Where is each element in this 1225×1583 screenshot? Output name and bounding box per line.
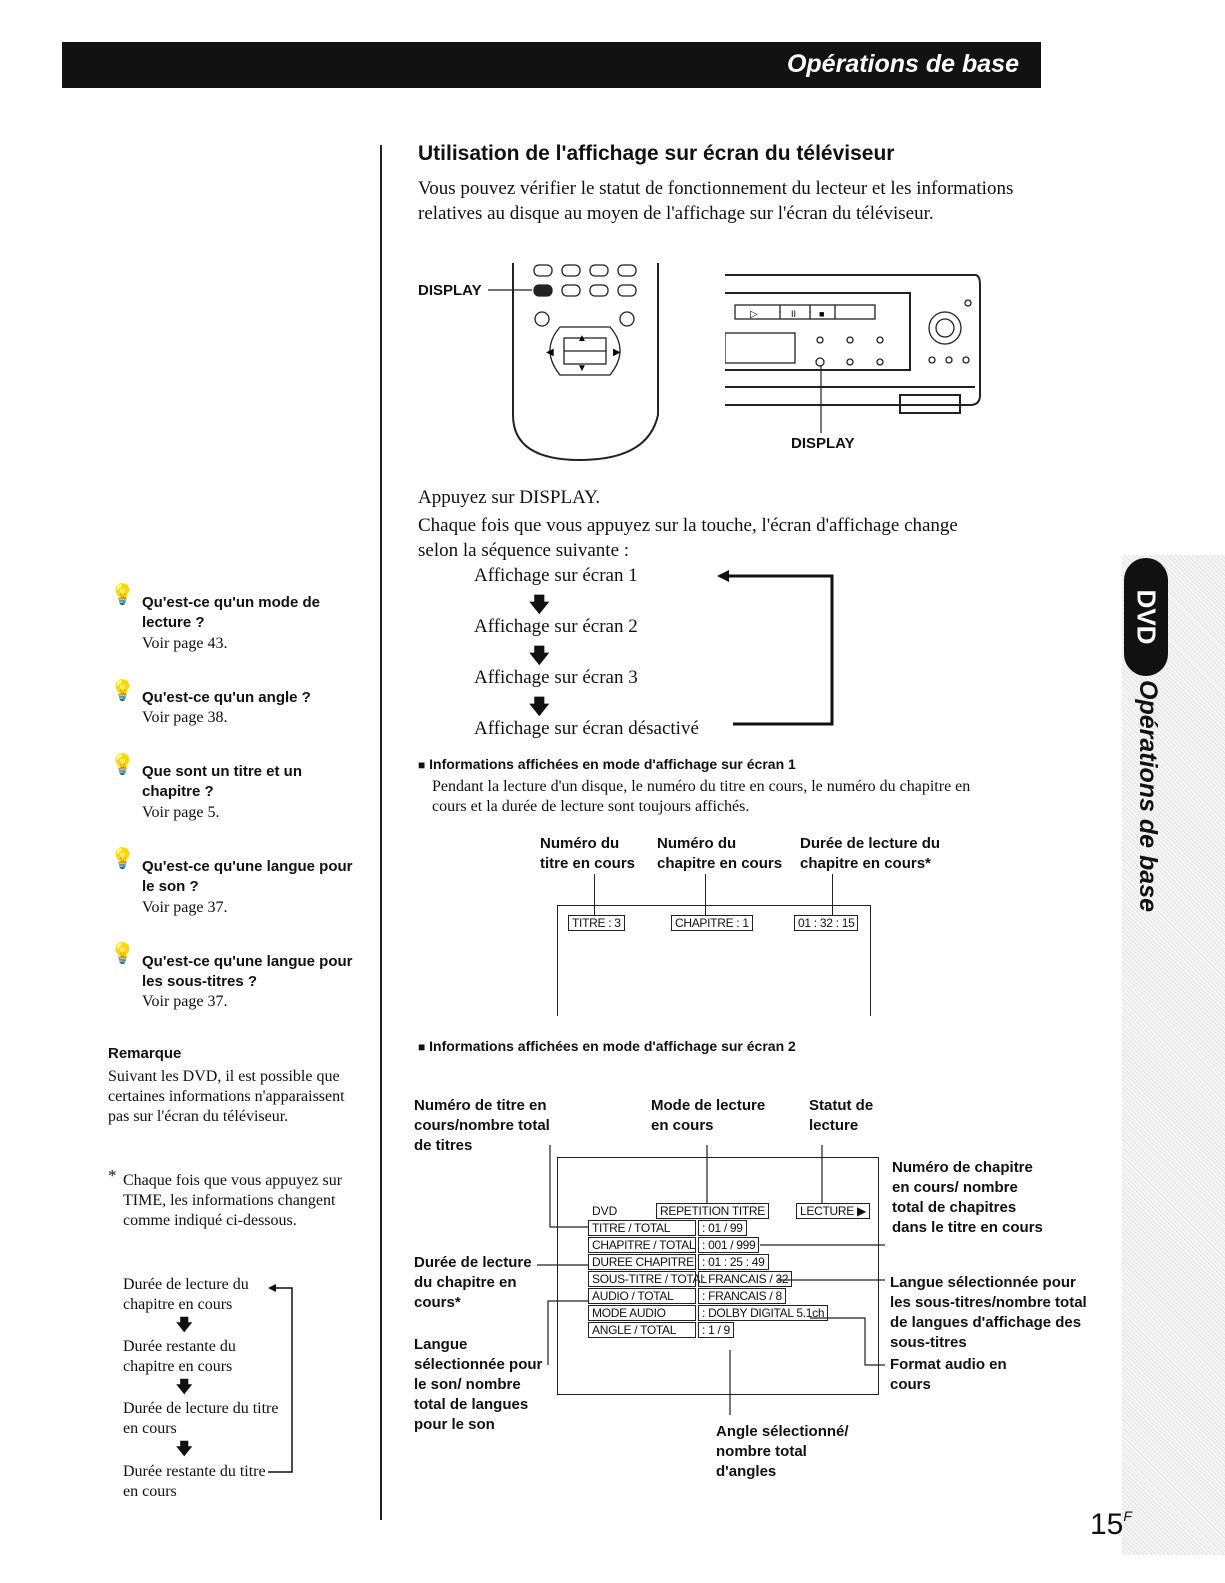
mode1-heading [418, 756, 796, 772]
mode2-label-subtitle-language: Langue sélectionnée pour les sous-titres/nombre total de langues d'affichage des sous-titres [890, 1274, 1087, 1351]
svg-text:II: II [791, 309, 797, 319]
intro-text: Vous pouvez vérifier le statut de fonctionnement du lecteur et les informations relatives au disque au moyen de l'affichage sur l'écran du téléviseur. [418, 178, 1014, 224]
section-title: Utilisation de l'affichage sur écran du téléviseur [418, 142, 895, 165]
header-title: Opérations de base [786, 50, 1019, 78]
column-divider [380, 145, 382, 1520]
instruction-step: Appuyez sur DISPLAY. [418, 487, 601, 508]
bullet-square-icon: ■ [418, 1040, 426, 1054]
svg-text:■: ■ [819, 309, 825, 319]
sequence-item: Affichage sur écran désactivé [474, 718, 699, 739]
mode2-label-audio-format: Format audio en cours [890, 1356, 1007, 1393]
tip-question: Qu'est-ce qu'une langue pour le son ? [142, 858, 353, 895]
tip-reference: Voir page 37. [142, 899, 228, 916]
osd-row-label: MODE AUDIO [588, 1305, 696, 1321]
tip-reference: Voir page 43. [142, 635, 228, 652]
lightbulb-icon: 💡 [110, 584, 135, 606]
bullet-square-icon: ■ [418, 758, 426, 772]
lightbulb-icon: 💡 [110, 754, 135, 776]
mode1-label-time: Durée de lecture du chapitre en cours* [800, 835, 941, 872]
remote-control-illustration [480, 255, 680, 470]
osd-chapter: CHAPITRE : 1 [671, 915, 753, 931]
tip-question: Qu'est-ce qu'une langue pour les sous-titres ? [142, 953, 353, 990]
mode2-label-chapter-time: Durée de lecture du chapitre en cours* [414, 1254, 532, 1311]
dvd-badge: DVD [1124, 558, 1168, 676]
star-note: Chaque fois que vous appuyez sur TIME, les informations changent comme indiqué ci-dessous. [123, 1172, 343, 1229]
instruction-detail: Chaque fois que vous appuyez sur la touche, l'écran d'affichage change selon la séquence suivante : [418, 515, 958, 561]
mode2-label-chapter-total: Numéro de chapitre en cours/ nombre total de chapitres dans le titre en cours [892, 1159, 1043, 1236]
osd-row-label: CHAPITRE / TOTAL [588, 1237, 696, 1253]
mode1-heading-text: Informations affichées en mode d'affichage sur écran 1 [429, 756, 796, 772]
osd-row-value: : 1 / 9 [698, 1322, 734, 1338]
down-arrow-icon: 🡇 [529, 594, 550, 616]
osd-row-value: : 01 / 99 [698, 1220, 747, 1236]
mode1-label-chapter: Numéro du chapitre en cours [657, 835, 783, 872]
time-sequence-item: Durée de lecture du chapitre en cours [123, 1276, 249, 1313]
down-arrow-icon: 🡇 [529, 696, 550, 718]
mode2-heading [418, 1038, 796, 1054]
mode2-label-status: Statut de lecture [809, 1097, 874, 1134]
mode2-heading-text: Informations affichées en mode d'affichage sur écran 2 [429, 1038, 796, 1054]
osd-time: 01 : 32 : 15 [794, 915, 858, 931]
osd-row-label: DUREE CHAPITRE [588, 1254, 696, 1270]
sequence-item: Affichage sur écran 2 [474, 616, 638, 637]
osd-play-mode: REPETITION TITRE [656, 1203, 769, 1219]
tip-question: Que sont un titre et un chapitre ? [142, 763, 302, 800]
svg-text:▷: ▷ [750, 309, 758, 320]
osd-row-value: : 001 / 999 [698, 1237, 759, 1253]
osd-row-label: TITRE / TOTAL [588, 1220, 696, 1236]
osd-play-status: LECTURE ▶ [796, 1203, 870, 1219]
down-arrow-icon: 🡇 [176, 1379, 193, 1396]
tip-reference: Voir page 5. [142, 804, 220, 821]
osd-disc-type: DVD [592, 1204, 618, 1218]
player-display-label: DISPLAY [791, 435, 855, 452]
lightbulb-icon: 💡 [110, 848, 135, 870]
svg-text:◀: ◀ [546, 347, 554, 358]
down-arrow-icon: 🡇 [176, 1441, 193, 1458]
svg-text:▼: ▼ [577, 363, 587, 374]
svg-text:▶: ▶ [613, 347, 621, 358]
dvd-player-illustration [725, 265, 985, 440]
mode2-label-audio-language: Langue sélectionnée pour le son/ nombre total de langues pour le son [414, 1336, 543, 1433]
time-sequence-item: Durée de lecture du titre en cours [123, 1400, 279, 1437]
header-bar [62, 42, 1041, 88]
remark-title: Remarque [108, 1045, 182, 1062]
tip-reference: Voir page 38. [142, 709, 228, 726]
mode1-label-title: Numéro du titre en cours [540, 835, 636, 872]
lightbulb-icon: 💡 [110, 943, 135, 965]
mode2-label-title-total: Numéro de titre en cours/nombre total de titres [414, 1097, 550, 1154]
remote-display-label: DISPLAY [418, 282, 482, 299]
svg-text:▲: ▲ [577, 333, 587, 344]
mode2-label-play-mode: Mode de lecture en cours [651, 1097, 766, 1134]
osd-title: TITRE : 3 [568, 915, 625, 931]
osd-row-value: : DOLBY DIGITAL 5.1ch [698, 1305, 828, 1321]
sequence-item: Affichage sur écran 1 [474, 565, 638, 586]
mode2-label-angle: Angle sélectionné/ nombre total d'angles [716, 1423, 849, 1480]
down-arrow-icon: 🡇 [176, 1317, 193, 1334]
osd-row-label: ANGLE / TOTAL [588, 1322, 696, 1338]
time-sequence-item: Durée restante du chapitre en cours [123, 1338, 236, 1375]
osd-row-value: : FRANCAIS / 8 [698, 1288, 786, 1304]
time-sequence-item: Durée restante du titre en cours [123, 1463, 266, 1500]
tip-reference: Voir page 37. [142, 993, 228, 1010]
page-number: $15^F$ [1090, 1508, 1132, 1541]
sequence-loop-arrow [715, 566, 840, 736]
tip-question: Qu'est-ce qu'un mode de lecture ? [142, 594, 320, 631]
osd-row-label: AUDIO / TOTAL [588, 1288, 696, 1304]
remark-text: Suivant les DVD, il est possible que certaines informations n'apparaissent pas sur l'écran du téléviseur. [108, 1068, 345, 1125]
asterisk-icon: * [108, 1166, 117, 1185]
osd-row-label: SOUS-TITRE / TOTAL [588, 1271, 696, 1287]
mode1-text: Pendant la lecture d'un disque, le numéro du titre en cours, le numéro du chapitre en cours et la durée de lecture sont toujours affichés. [432, 778, 971, 815]
lightbulb-icon: 💡 [110, 680, 135, 702]
down-arrow-icon: 🡇 [529, 645, 550, 667]
time-loop-arrow [268, 1280, 300, 1480]
osd-row-value: : 01 : 25 : 49 [698, 1254, 769, 1270]
remote-buttons [534, 265, 636, 375]
osd-row-value: : FRANCAIS / 32 [698, 1271, 792, 1287]
player-buttons [725, 300, 971, 366]
tip-question: Qu'est-ce qu'un angle ? [142, 689, 311, 706]
sequence-item: Affichage sur écran 3 [474, 667, 638, 688]
